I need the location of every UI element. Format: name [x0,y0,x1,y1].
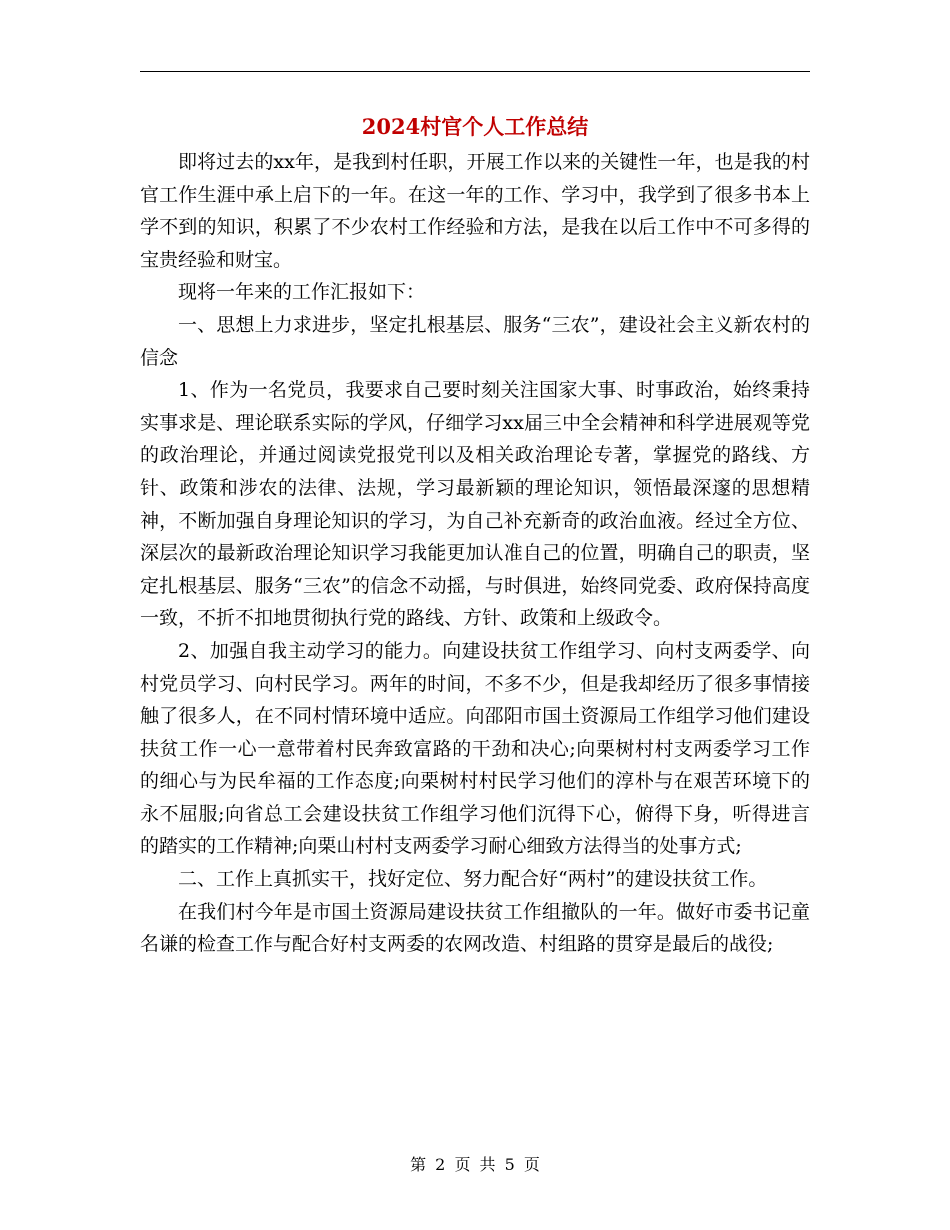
paragraph-item-two: 2、加强自我主动学习的能力。向建设扶贫工作组学习、向村支两委学、向村党员学习、向村民学习。两年的时间，不多不少，但是我却经历了很多事情接触了很多人，在不同村情环境中适应。向邵阳市国土资源局工作组学习他们建设扶贫工作一心一意带着村民奔致富路的干劲和决心;向栗树村村支两委学习工作的细心与为民牟福的工作态度;向栗树村村民学习他们的淳朴与在艰苦环境下的永不屈服;向省总工会建设扶贫工作组学习他们沉得下心，俯得下身，听得进言的踏实的工作精神;向栗山村村支两委学习耐心细致方法得当的处事方式; [140,639,810,858]
page-number-footer: 第 2 页 共 5 页 [410,1155,540,1174]
paragraph-section-two-body: 在我们村今年是市国土资源局建设扶贫工作组撤队的一年。做好市委书记童名谦的检查工作与配合好村支两委的农网改造、村组路的贯穿是最后的战役; [140,900,810,956]
paragraph-item-one: 1、作为一名党员，我要求自己要时刻关注国家大事、时事政治，始终秉持实事求是、理论联系实际的学风，仔细学习xx届三中全会精神和科学进展观等党的政治理论，并通过阅读党报党刊以及相关政治理论专著，掌握党的路线、方针、政策和涉农的法律、法规，学习最新颖的理论知识，领悟最深邃的思想精神，不断加强自身理论知识的学习，为自己补充新奇的政治血液。经过全方位、深层次的最新政治理论知识学习我能更加认准自己的位置，明确自己的职责，坚定扎根基层、服务“三农”的信念不动摇，与时俱进，始终同党委、政府保持高度一致，不折不扣地贯彻执行党的路线、方针、政策和上级政令。 [140,379,810,630]
paragraph-section-two-heading: 二、工作上真抓实干，找好定位、努力配合好“两村”的建设扶贫工作。 [178,868,768,891]
document-title: 2024村官个人工作总结 [361,114,589,139]
paragraph-intro: 即将过去的xx年，是我到村任职，开展工作以来的关键性一年，也是我的村官工作生涯中承上启下的一年。在这一年的工作、学习中，我学到了很多书本上学不到的知识，积累了不少农村工作经验和方法，是我在以后工作中不可多得的宝贵经验和财宝。 [140,151,810,271]
paragraph-section-one-heading: 一、思想上力求进步，坚定扎根基层、服务“三农”，建设社会主义新农村的信念 [140,313,810,369]
paragraph-report-lead: 现将一年来的工作汇报如下： [178,281,426,304]
header-rule [140,71,810,72]
document-body [140,146,810,961]
